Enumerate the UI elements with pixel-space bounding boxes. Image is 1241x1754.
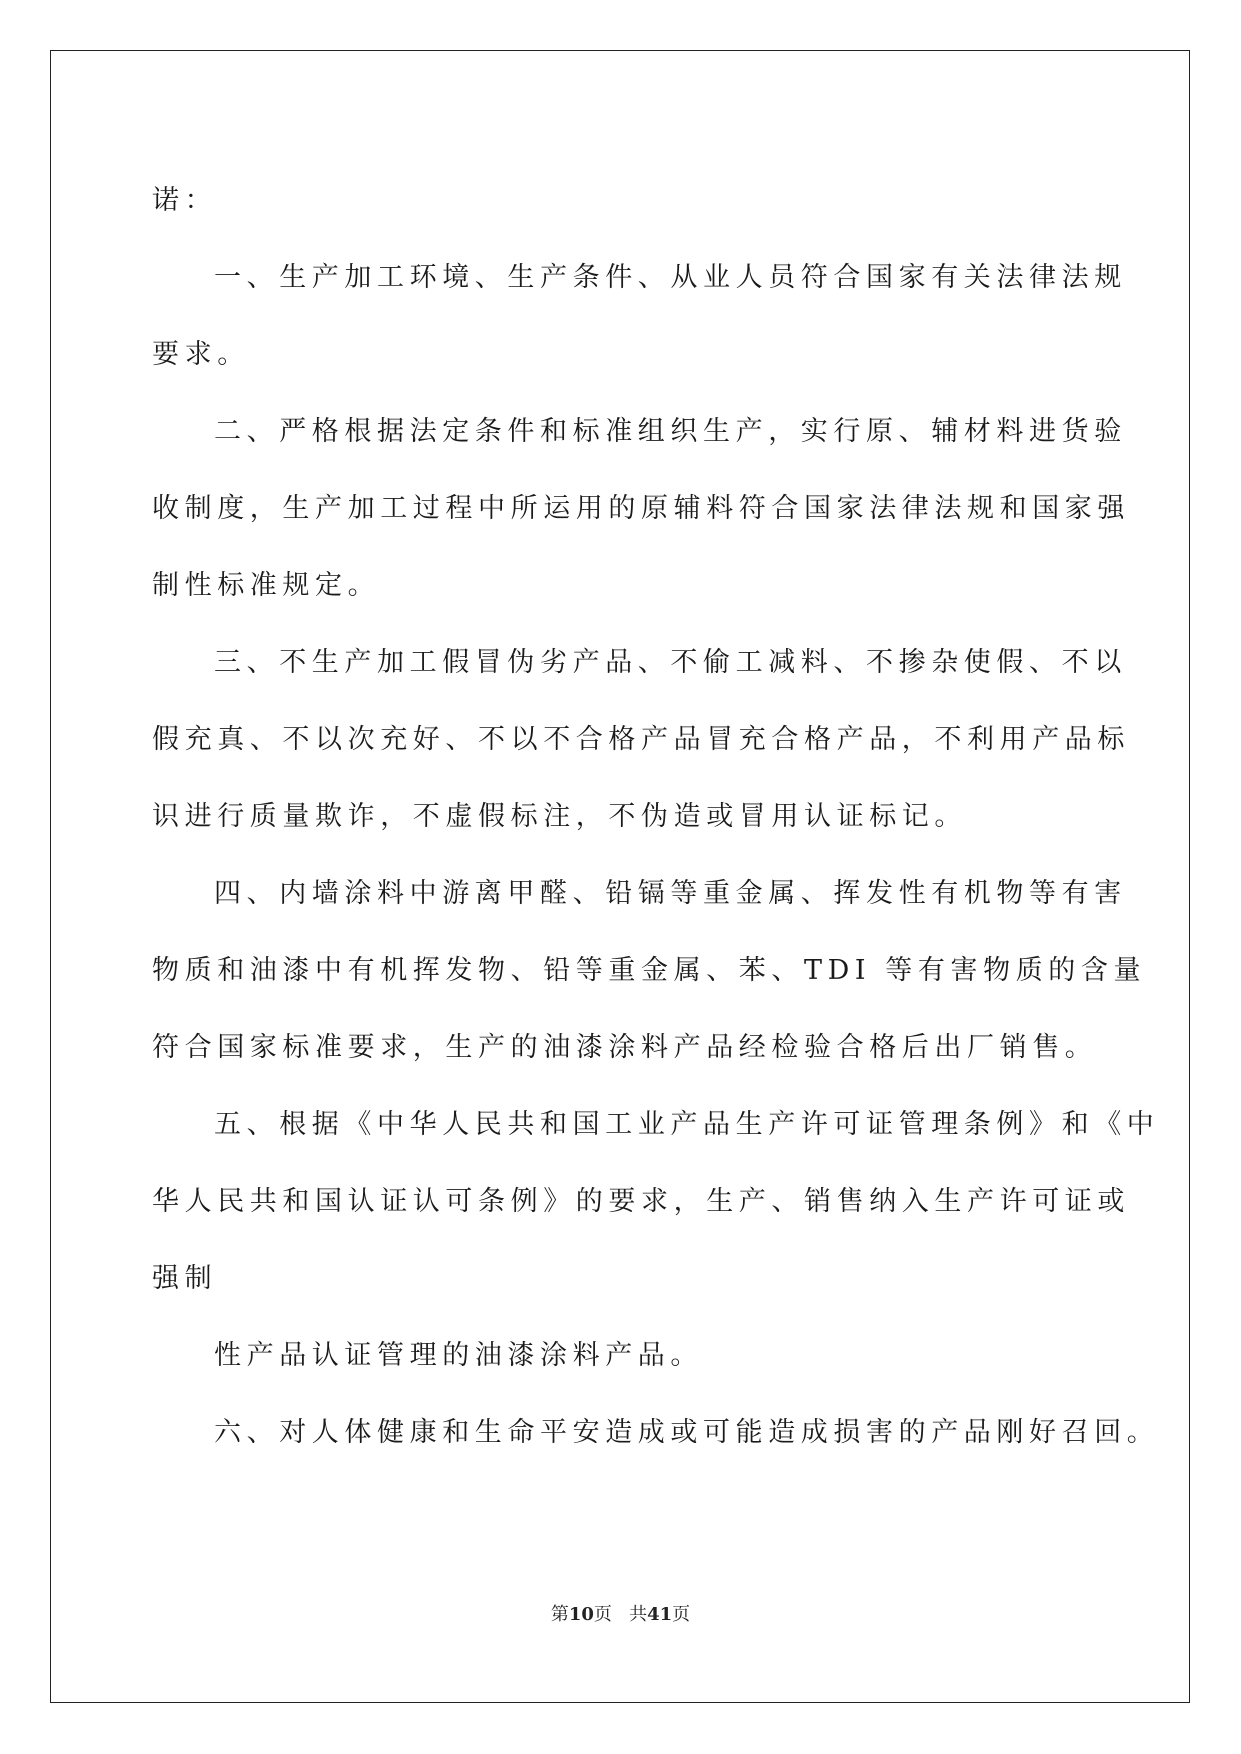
text-line: 识进行质量欺诈，不虚假标注，不伪造或冒用认证标记。	[152, 801, 967, 832]
text-line: 三、不生产加工假冒伪劣产品、不偷工减料、不掺杂使假、不以	[214, 647, 1127, 678]
text-line: 一、生产加工环境、生产条件、从业人员符合国家有关法律法规	[214, 262, 1127, 293]
text-line: 五、根据《中华人民共和国工业产品生产许可证管理条例》和《中	[214, 1109, 1160, 1140]
text-line: 符合国家标准要求，生产的油漆涂料产品经检验合格后出厂销售。	[152, 1032, 1098, 1063]
text-line: 性产品认证管理的油漆涂料产品。	[214, 1340, 703, 1371]
text-line: 要求。	[152, 339, 250, 370]
footer-total-prefix: 共	[629, 1604, 648, 1625]
text-line: 诺：	[152, 185, 218, 216]
text-line: 制性标准规定。	[152, 570, 381, 601]
text-line: 四、内墙涂料中游离甲醛、铅镉等重金属、挥发性有机物等有害	[214, 878, 1127, 909]
current-page-number: 10	[568, 1604, 594, 1625]
total-page-count: 41	[647, 1604, 673, 1625]
page-footer	[0, 1600, 1241, 1626]
text-line: 假充真、不以次充好、不以不合格产品冒充合格产品，不利用产品标	[152, 724, 1130, 755]
text-line: 华人民共和国认证认可条例》的要求，生产、销售纳入生产许可证或	[152, 1186, 1130, 1217]
text-line: 物质和油漆中有机挥发物、铅等重金属、苯、TDI 等有害物质的含量	[152, 955, 1147, 986]
text-line: 收制度，生产加工过程中所运用的原辅料符合国家法律法规和国家强	[152, 493, 1130, 524]
text-line: 二、严格根据法定条件和标准组织生产，实行原、辅材料进货验	[214, 416, 1127, 447]
footer-page-suffix: 页	[593, 1604, 612, 1625]
footer-prefix: 第	[550, 1604, 569, 1625]
text-line: 六、对人体健康和生命平安造成或可能造成损害的产品刚好召回。	[214, 1417, 1160, 1448]
footer-total-suffix: 页	[672, 1604, 691, 1625]
document-body	[152, 162, 1160, 1471]
text-line: 强制	[152, 1263, 218, 1294]
